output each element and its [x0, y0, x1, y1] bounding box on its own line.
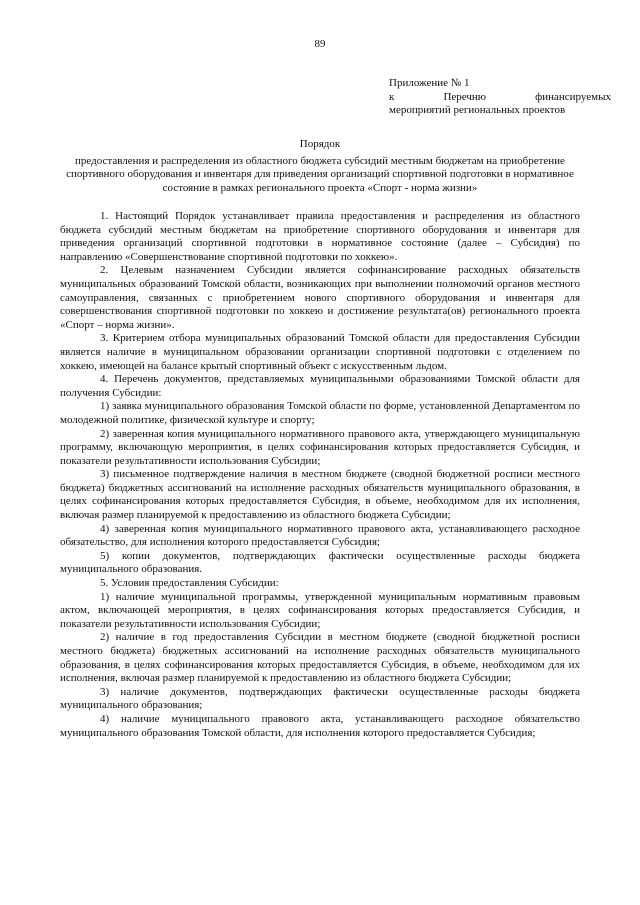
appendix-ref-part: финансируемых	[535, 90, 611, 103]
paragraph: 4. Перечень документов, представляемых муниципальными образованиями Томской области для получения Субсидии:	[60, 373, 580, 399]
document-body	[60, 210, 580, 740]
paragraph: 1) наличие муниципальной программы, утвержденной муниципальным нормативным правовым актом, включающей мероприятия, в целях софинансирования которых предоставляется Субсидия, и показатели результативности использования Субсидии;	[60, 590, 580, 630]
paragraph: 1. Настоящий Порядок устанавливает правила предоставления и распределения из областного бюджета субсидий местным бюджетам на приобретение спортивного оборудования и инвентаря для приведения организаций спортивной подготовки в нормативное состояние (далее – Субсидия) по направлению «Совершенствование спортивной подготовки по хоккею».	[60, 210, 580, 263]
document-subtitle: предоставления и распределения из областного бюджета субсидий местным бюджетам на приобретение спортивного оборудования и инвентаря для приведения организаций спортивной подготовки в нормативное состояние в рамках регионального проекта «Спорт - норма жизни»	[66, 154, 574, 194]
paragraph: 3) письменное подтверждение наличия в местном бюджете (сводной бюджетной росписи местного бюджета) бюджетных ассигнований на исполнение расходных обязательств муниципального образования, в целях софинансирования которых предоставляется Субсидия, в объеме, необходимом для их исполнения, включая размер планируемой к предоставлению из областного бюджета Субсидии;	[60, 468, 580, 522]
document-heading	[60, 138, 580, 195]
paragraph: 3. Критерием отбора муниципальных образований Томской области для предоставления Субсидии является наличие в муниципальном образовании организации спортивной подготовки с отделением по хоккею, имеющей на балансе крытый спортивный объект с искусственным льдом.	[60, 332, 580, 372]
paragraph: 3) наличие документов, подтверждающих фактически осуществленные расходы бюджета муниципального образования;	[60, 685, 580, 712]
paragraph: 5) копии документов, подтверждающих фактически осуществленные расходы бюджета муниципального образования.	[60, 549, 580, 576]
paragraph: 2) наличие в год предоставления Субсидии в местном бюджете (сводной бюджетной росписи местного бюджета) бюджетных ассигнований на исполнение расходных обязательств муниципального образования, в целях софинансирования которых предоставляется Субсидия, в объеме, необходимом для их исполнения, включая размер планируемой к предоставлению из областного бюджета Субсидии;	[60, 631, 580, 685]
document-title: Порядок	[299, 138, 341, 150]
appendix-reference-tail: мероприятий региональных проектов	[389, 104, 566, 117]
paragraph: 1) заявка муниципального образования Томской области по форме, установленной Департаментом по молодежной политике, физической культуре и спорту;	[60, 400, 580, 426]
paragraph: 5. Условия предоставления Субсидии:	[100, 577, 279, 590]
page-number: 89	[314, 38, 326, 50]
appendix-reference-line	[389, 91, 611, 105]
appendix-title: Приложение № 1	[389, 77, 470, 89]
appendix-ref-part: Перечню	[443, 90, 487, 103]
appendix-header	[389, 77, 611, 118]
paragraph: 2. Целевым назначением Субсидии является софинансирование расходных обязательств муниципальных образований Томской области, возникающих при выполнении полномочий органов местного самоуправления, связанных с приобретением нового спортивного оборудования и инвентаря для совершенствования спортивной подготовки по хоккею и достижение результата(ов) регионального проекта «Спорт – норма жизни».	[60, 264, 580, 331]
paragraph: 2) заверенная копия муниципального нормативного правового акта, утверждающего муниципальную программу, включающую мероприятия, в целях софинансирования которых предоставляется Субсидия, и показатели результативности использования Субсидии;	[60, 427, 580, 467]
paragraph: 4) наличие муниципального правового акта, устанавливающего расходное обязательство муниципального образования Томской области, для исполнения которого предоставляется Субсидия;	[60, 712, 580, 739]
paragraph: 4) заверенная копия муниципального нормативного правового акта, устанавливающего расходное обязательство, для исполнения которого предоставляется Субсидия;	[60, 522, 580, 549]
appendix-ref-part: к	[389, 90, 395, 103]
